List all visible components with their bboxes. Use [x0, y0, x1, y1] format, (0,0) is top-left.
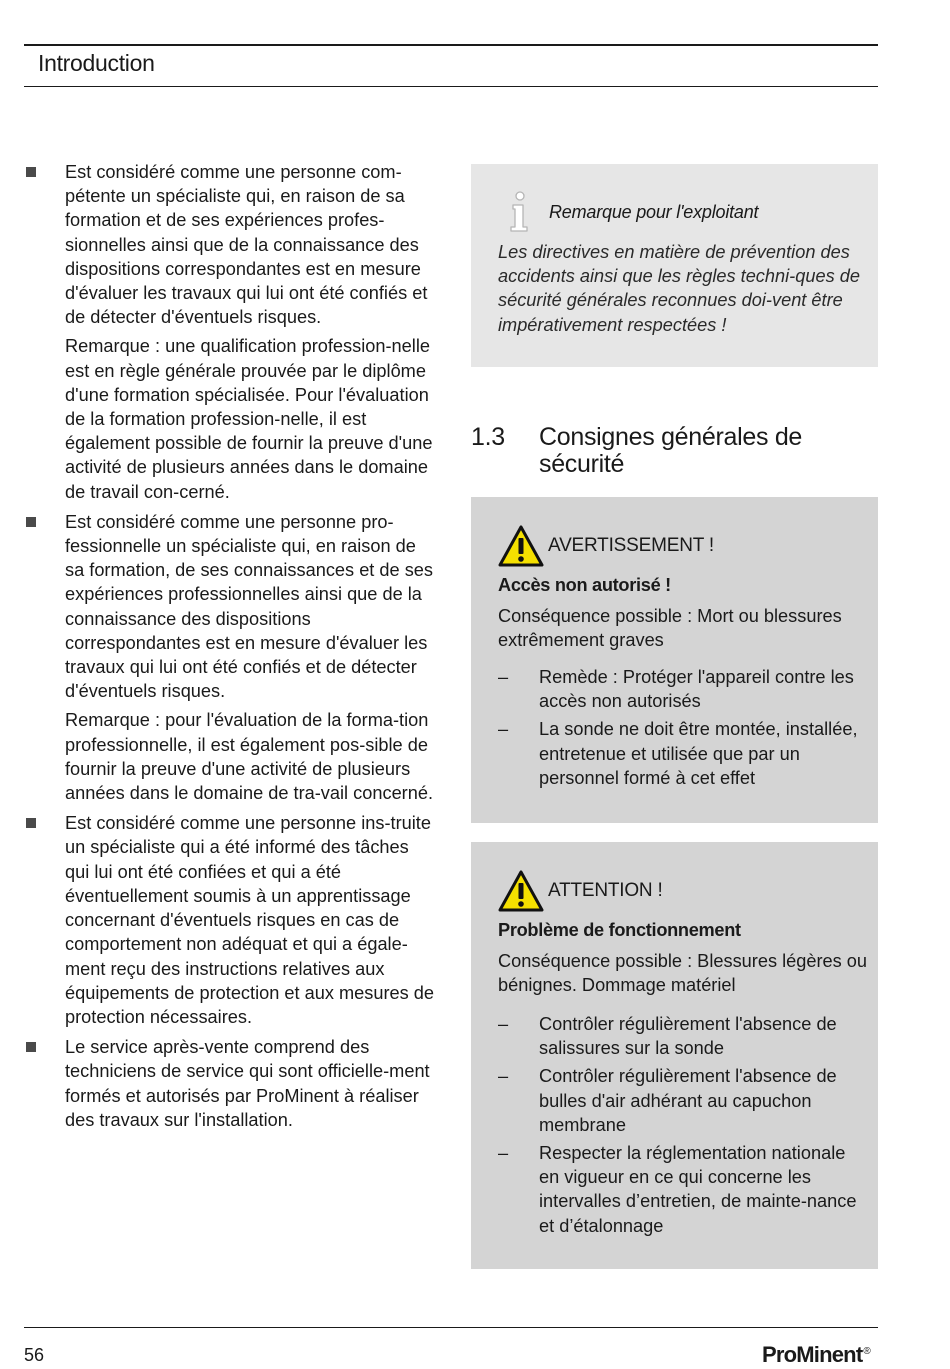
- list-item-text: Remède : Protéger l'appareil contre les accès non autorisés: [539, 667, 854, 712]
- list-item-text: Contrôler régulièrement l'absence de salissures sur la sonde: [539, 1014, 837, 1059]
- dash-marker: –: [498, 1066, 509, 1087]
- warning-measures-list: [498, 1012, 870, 1242]
- list-item: [24, 811, 436, 1029]
- prominent-logo: [762, 1342, 870, 1368]
- dash-marker: –: [498, 1143, 509, 1164]
- list-item-text: Est considéré comme une personne com-pétente un spécialiste qui, en raison de sa formation et de ses expériences profes-sionnelles ainsi que de la connaissance des dispositions correspondantes est en mesure d'évaluer les travaux qui lui ont été confiés et de détecter d'éventuels risques.: [65, 162, 428, 328]
- section-title: Consignes générales de sécurité: [539, 423, 803, 478]
- square-bullet-icon: [26, 818, 36, 828]
- brand-name: ProMinent: [762, 1342, 863, 1367]
- operator-note-box: [471, 164, 878, 367]
- list-item: [24, 160, 436, 504]
- dash-marker: –: [498, 719, 509, 740]
- warning-label: ATTENTION !: [548, 880, 663, 901]
- list-item: [498, 1012, 870, 1060]
- list-item: [24, 510, 436, 805]
- section-number: 1.3: [471, 423, 505, 451]
- list-item: [24, 1035, 436, 1132]
- header-rule-top: [24, 44, 878, 46]
- note-title: Remarque pour l'exploitant: [549, 202, 759, 222]
- square-bullet-icon: [26, 517, 36, 527]
- note-text: Les directives en matière de prévention des accidents ainsi que les règles techni-ques de sécurité générales reconnues doi-vent être impérativement respectées !: [498, 242, 860, 335]
- warning-consequence: Conséquence possible : Blessures légères ou bénignes. Dommage matériel: [498, 951, 868, 996]
- warning-subtitle: Accès non autorisé !: [498, 575, 671, 595]
- warning-triangle-icon: [498, 870, 544, 912]
- header-rule-bottom: [24, 86, 878, 87]
- warning-box-avertissement: [471, 497, 878, 823]
- list-item: [498, 1064, 870, 1137]
- list-item-text: Le service après-vente comprend des techniciens de service qui sont officielle-ment formés et autorisés par ProMinent à réaliser des travaux sur l'installation.: [65, 1037, 430, 1130]
- square-bullet-icon: [26, 167, 36, 177]
- square-bullet-icon: [26, 1042, 36, 1052]
- page-number: 56: [24, 1345, 45, 1365]
- dash-marker: –: [498, 667, 509, 687]
- warning-box-attention: [471, 842, 878, 1269]
- list-item-remark: Remarque : une qualification profession-nelle est en règle générale prouvée par le diplôme d'une formation spécialisée. Pour l'évaluation de la formation profession-nelle, il est également possible de fournir la preuve d'une activité de plusieurs années dans le domaine de travail con-cerné.: [65, 336, 433, 502]
- warning-triangle-icon: [498, 525, 544, 567]
- warning-subtitle: Problème de fonctionnement: [498, 920, 741, 940]
- list-item-text: Respecter la réglementation nationale en vigueur en ce qui concerne les intervalles d’entretien, de mainte-nance et d’étalonnage: [539, 1143, 857, 1236]
- list-item-text: Est considéré comme une personne pro-fessionnelle un spécialiste qui, en raison de sa formation, de ses connaissances et de ses expériences professionnelles ainsi que de la connaissance des dispositions correspondantes est en mesure d'évaluer les travaux qui lui ont été confiés et de détecter d'éventuels risques.: [65, 511, 433, 702]
- registered-mark: ®: [863, 1345, 870, 1357]
- warning-measures-list: [498, 665, 870, 794]
- list-item-text: La sonde ne doit être montée, installée, entretenue et utilisée que par un personnel formé à cet effet: [539, 719, 858, 788]
- left-column: [24, 160, 436, 1138]
- list-item: [498, 717, 870, 790]
- page-header-title: Introduction: [38, 50, 155, 76]
- list-item-text: Contrôler régulièrement l'absence de bulles d'air adhérant au capuchon membrane: [539, 1066, 837, 1135]
- info-icon: [507, 191, 531, 233]
- warning-consequence: Conséquence possible : Mort ou blessures extrêmement graves: [498, 606, 842, 651]
- list-item: [498, 1141, 870, 1238]
- warning-label: AVERTISSEMENT !: [548, 535, 714, 556]
- dash-marker: –: [498, 1014, 509, 1034]
- list-item-text: Est considéré comme une personne ins-truite un spécialiste qui a été informé des tâches qui lui ont été confiées et qui a été éventuellement soumis à un apprentissage concernant d'éventuels risques en cas de comportement non adéquat et qui a égale-ment reçu des instructions relatives aux équipements de protection et aux mesures de protection nécessaires.: [65, 813, 435, 1027]
- list-item-remark: Remarque : pour l'évaluation de la forma-tion professionnelle, il est également pos-sible de fournir la preuve d'une activité de plusieurs années dans le domaine de tra-vail concerné.: [65, 710, 434, 804]
- list-item: [498, 665, 870, 713]
- footer-rule: [24, 1327, 878, 1328]
